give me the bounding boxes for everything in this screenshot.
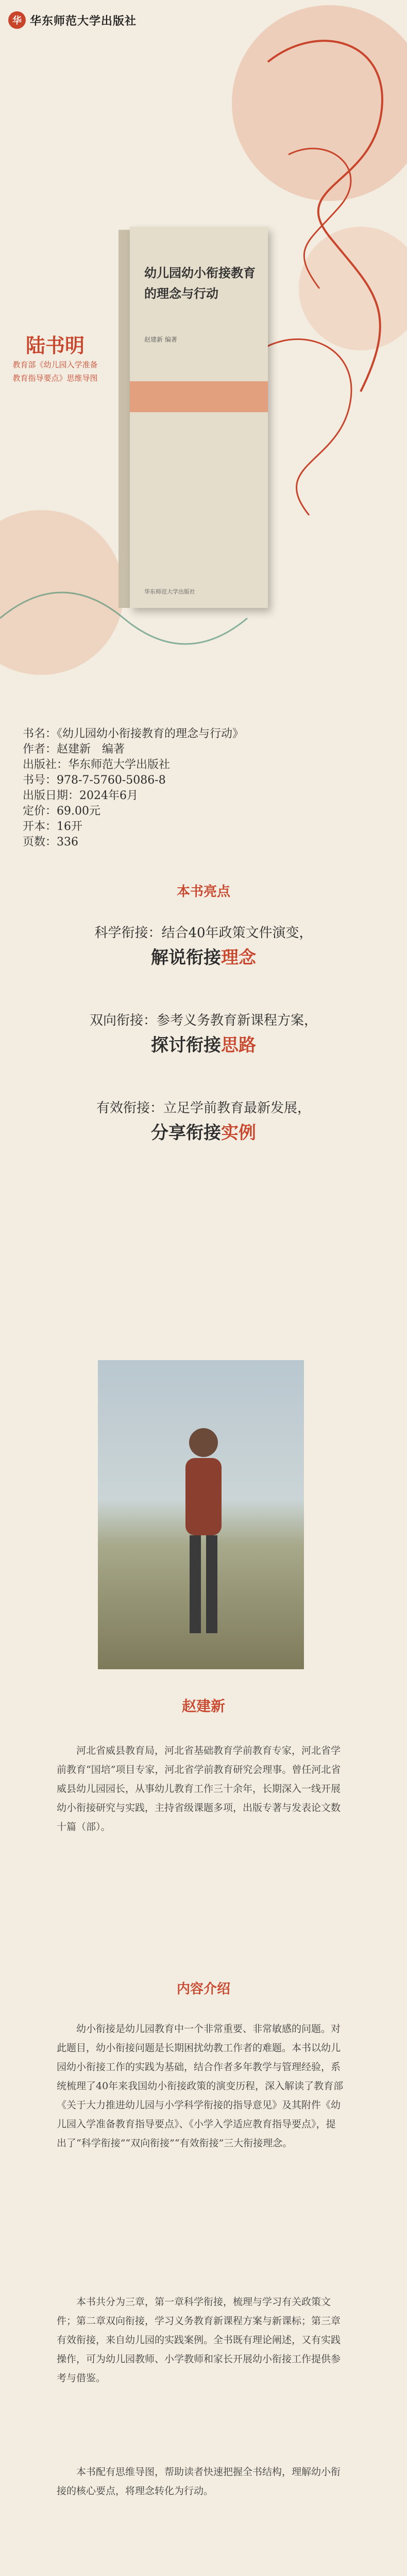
author-bio: 河北省威县教育局，河北省基础教育学前教育专家，河北省学前教育“国培”项目专家，河北省学前教育研究会理事。曾任河北省威县幼儿园园长，从事幼儿教育工作三十余年，长期深入一线开展幼小衔接研究与实践，主持省级课题多项，出版专著与发表论文数十篇（部）。 bbox=[57, 1745, 341, 1833]
intro-paragraph-3: 本书配有思维导图，帮助读者快速把握全书结构，理解幼小衔接的核心要点，将理念转化为行动。 bbox=[57, 2466, 341, 2497]
highlight-keyword: 理念 bbox=[221, 947, 256, 968]
book-spine bbox=[118, 230, 130, 608]
author-photo bbox=[98, 1360, 304, 1669]
info-publisher: 出版社：华东师范大学出版社 bbox=[23, 758, 171, 771]
intro-paragraph-1: 幼小衔接是幼儿园教育中一个非常重要、非常敏感的问题。对此题目，幼小衔接问题是长期困扰幼教工作者的难题。本书以幼儿园幼小衔接工作的实践为基础，结合作者多年教学与管理经验，系统梳理了40年来我国幼小衔接政策的演变历程，深入解读了教育部《关于大力推进幼儿园与小学科学衔接的指导意见》及其附件《幼儿园入学准备教育指导要点》、《小学入学适应教育指导要点》，提出了“科学衔接”“双向衔接”“有效衔接”三大衔接理念。 bbox=[57, 2023, 344, 2149]
highlight-keyword: 思路 bbox=[221, 1035, 256, 1056]
book-cover-title: 幼儿园幼小衔接教育的理念与行动 bbox=[144, 265, 256, 301]
series-badge-line1: 教育部《幼儿园入学准备 bbox=[12, 360, 98, 369]
info-isbn: 书号：978-7-5760-5086-8 bbox=[23, 774, 166, 787]
publisher-mark-icon: 华 bbox=[8, 11, 26, 29]
info-price: 定价：69.00元 bbox=[23, 805, 100, 818]
book-band bbox=[130, 381, 268, 412]
highlights-title: 本书亮点 bbox=[176, 884, 230, 900]
book-cover-publisher: 华东师范大学出版社 bbox=[144, 588, 195, 595]
highlight-line1: 双向衔接：参考义务教育新课程方案， bbox=[89, 1013, 317, 1028]
highlight-line1: 科学衔接：结合40年政策文件演变， bbox=[94, 925, 313, 941]
intro-paragraph-2: 本书共分为三章，第一章科学衔接，梳理与学习有关政策文件；第二章双向衔接，学习义务教育新课程方案与新课标；第三章有效衔接，来自幼儿园的实践案例。全书既有理论阐述，又有实践操作，可为幼儿园教师、小学教师和家长开展幼小衔接工作提供参考与借鉴。 bbox=[57, 2296, 341, 2384]
intro-title: 内容介绍 bbox=[176, 1981, 230, 1997]
info-format: 开本：16开 bbox=[23, 820, 82, 833]
series-badge bbox=[11, 330, 99, 385]
book-cover bbox=[118, 227, 268, 618]
highlight-keyword: 实例 bbox=[221, 1123, 256, 1143]
highlight-item bbox=[0, 922, 407, 969]
person-silhouette bbox=[175, 1422, 232, 1638]
info-author: 作者：赵建新 编著 bbox=[23, 743, 125, 756]
highlight-item bbox=[0, 1010, 407, 1056]
book-cover-author: 赵建新 编著 bbox=[144, 336, 177, 343]
highlight-line2: 分享衔接 bbox=[151, 1123, 221, 1143]
info-pages: 页数：336 bbox=[23, 836, 78, 849]
highlight-line2: 解说衔接 bbox=[151, 947, 221, 968]
highlight-item bbox=[0, 1097, 407, 1144]
author-name: 赵建新 bbox=[181, 1698, 225, 1715]
info-date: 出版日期：2024年6月 bbox=[23, 789, 138, 802]
publisher-name: 华东师范大学出版社 bbox=[30, 14, 137, 28]
series-badge-line2: 教育指导要点》思维导图 bbox=[12, 374, 98, 383]
info-title: 书名：《幼儿园幼小衔接教育的理念与行动》 bbox=[23, 727, 244, 740]
publisher-logo bbox=[8, 11, 137, 29]
book-info bbox=[23, 726, 383, 850]
series-badge-title: 陆书明 bbox=[25, 334, 84, 357]
highlight-line2: 探讨衔接 bbox=[151, 1035, 221, 1056]
highlight-line1: 有效衔接：立足学前教育最新发展， bbox=[96, 1100, 311, 1116]
